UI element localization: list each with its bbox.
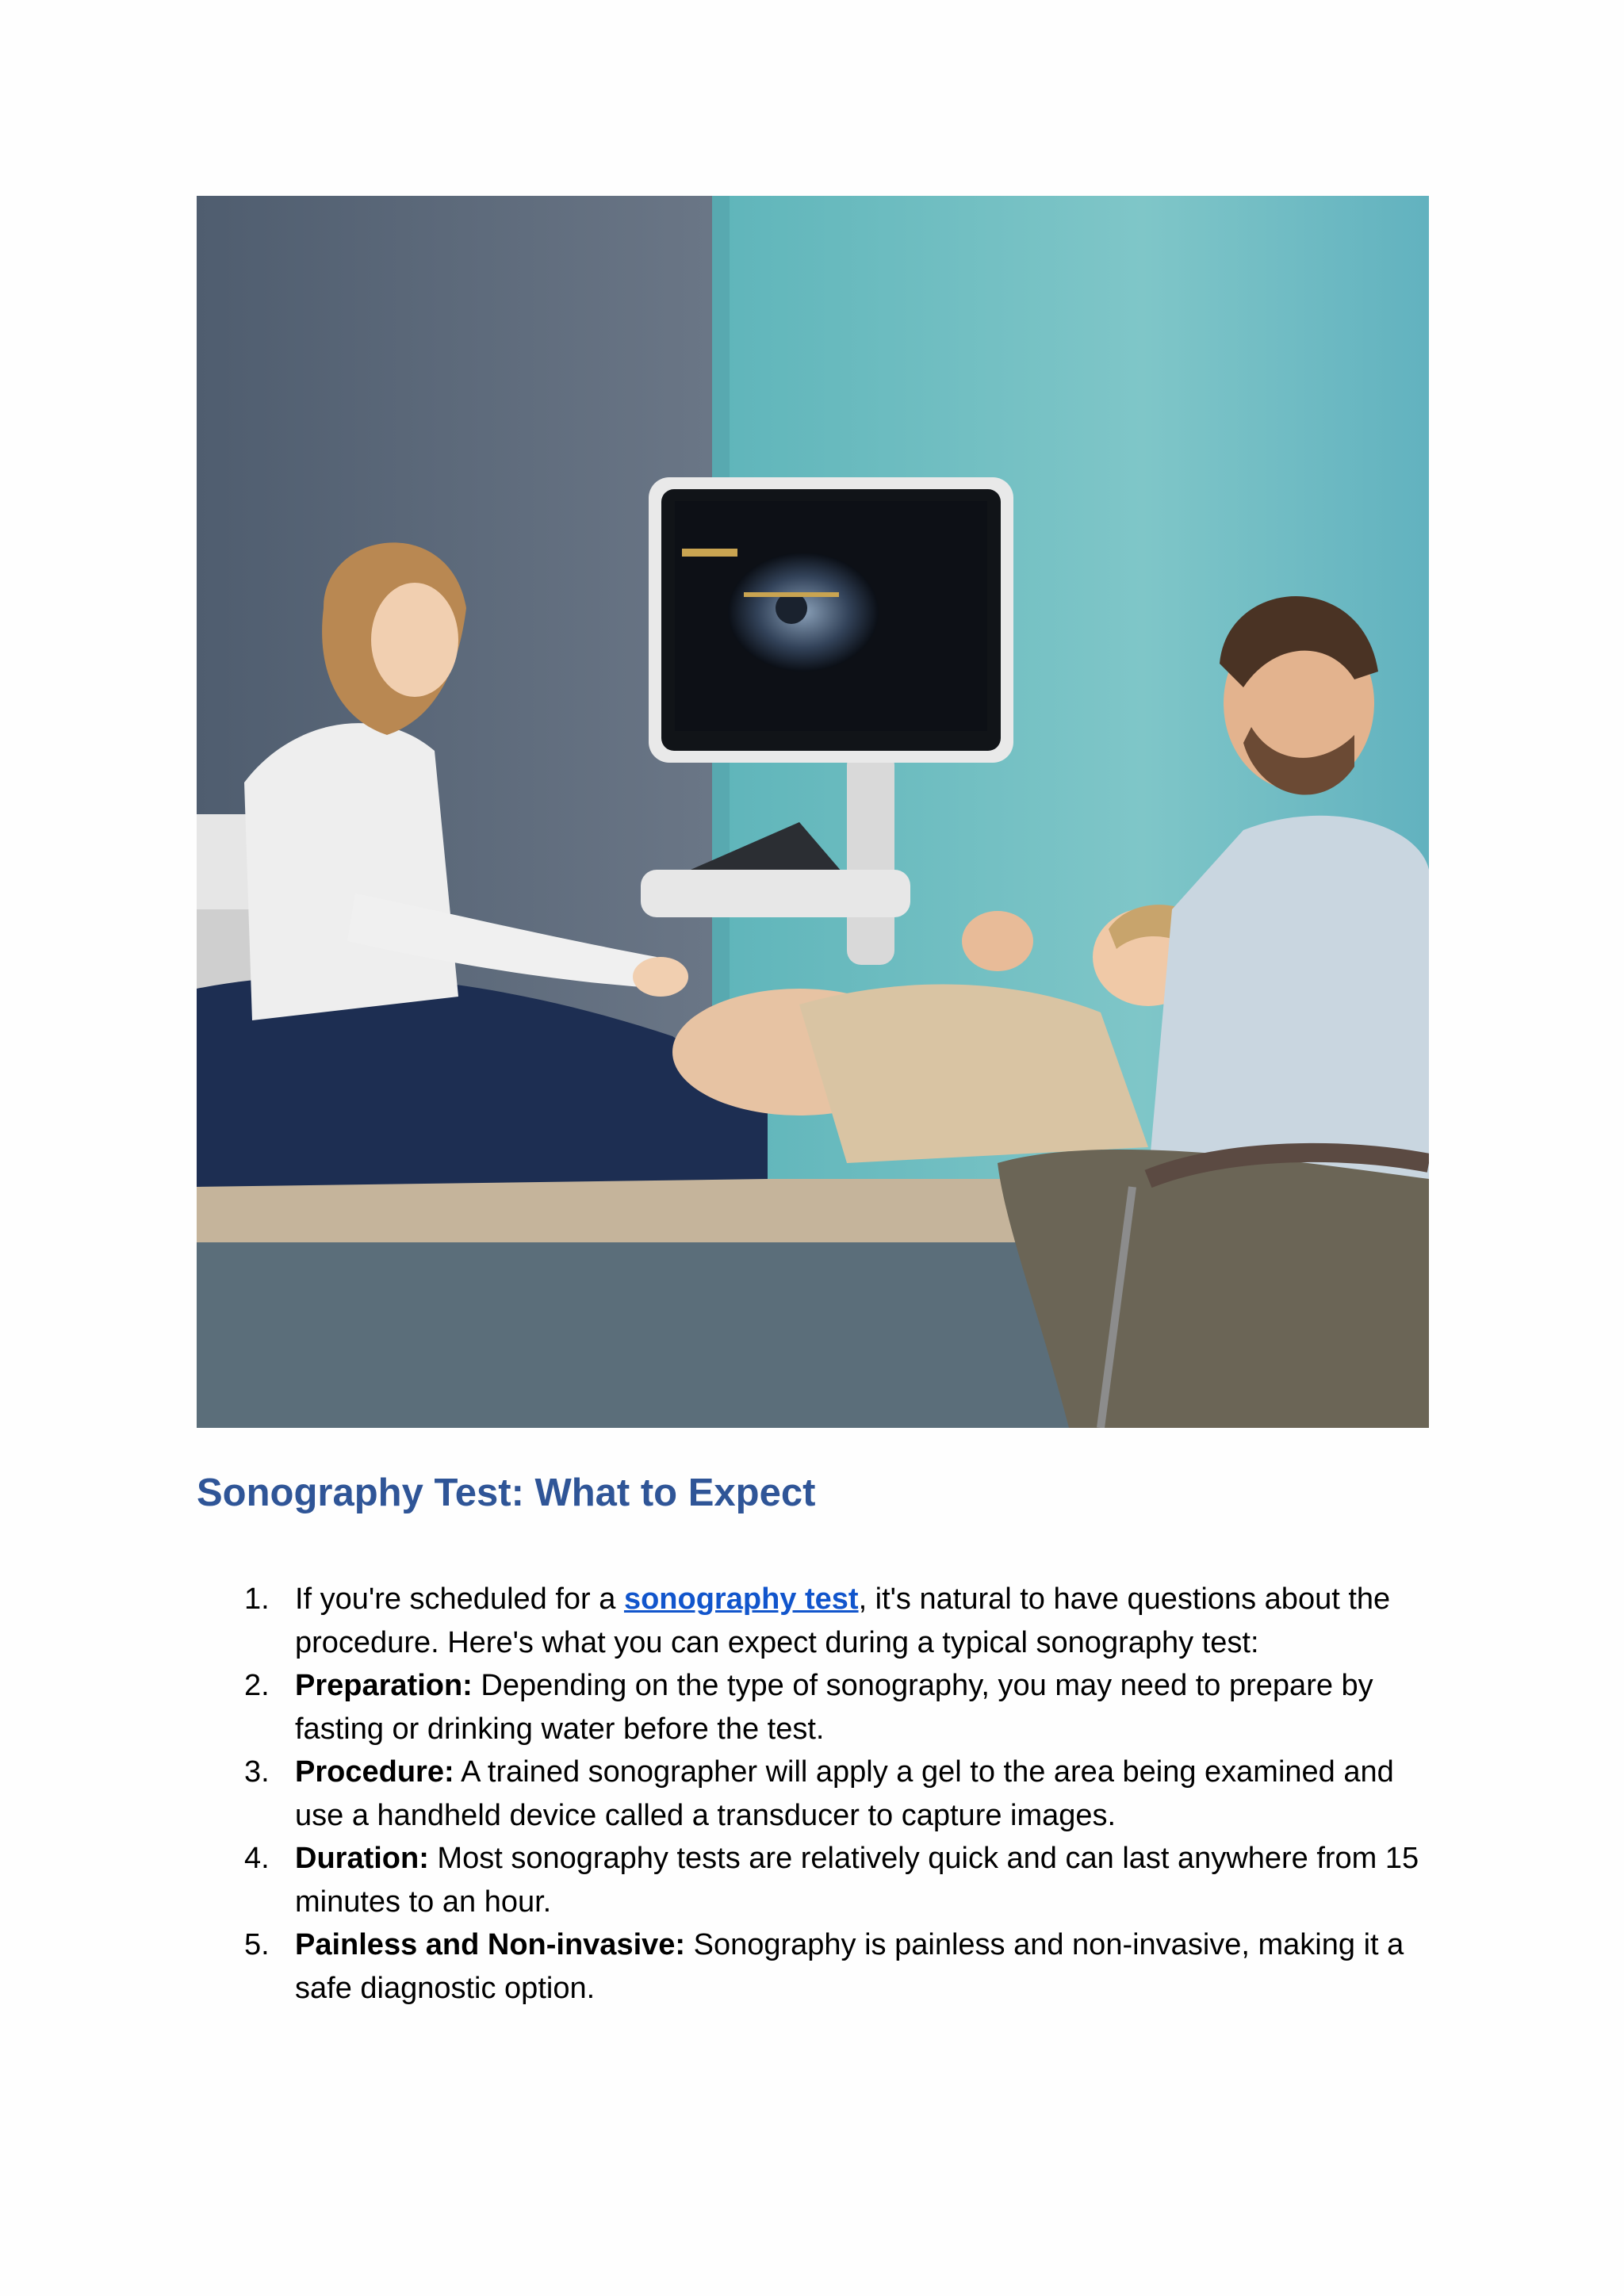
list-item bbox=[197, 1923, 1434, 2010]
ultrasound-exam-photo bbox=[197, 196, 1429, 1428]
sonography-test-link[interactable]: sonography test bbox=[623, 1582, 859, 1616]
list-text: Sonography is painless and non-invasive, making it a safe diagnostic option. bbox=[295, 1928, 1404, 2005]
list-item bbox=[197, 1837, 1434, 1923]
list-text: Depending on the type of sonography, you may need to prepare by fasting or drinking water before the test. bbox=[295, 1669, 1373, 1746]
list-item bbox=[197, 1751, 1434, 1837]
list-item bbox=[197, 1578, 1434, 1664]
list-text: Most sonography tests are relatively quick and can last anywhere from 15 minutes to an hour. bbox=[295, 1842, 1419, 1919]
list-text: If you're scheduled for a bbox=[295, 1582, 624, 1616]
list-term: Procedure: bbox=[295, 1755, 454, 1789]
list-term: Duration: bbox=[295, 1842, 429, 1875]
list-number: 1. bbox=[244, 1582, 270, 1616]
list-text: , it's natural to have questions about the procedure. Here's what you can expect during a typical sonography test: bbox=[295, 1582, 1391, 1659]
section-heading: Sonography Test: What to Expect bbox=[197, 1471, 816, 1514]
expectations-list bbox=[197, 1578, 1434, 2010]
list-term: Preparation: bbox=[295, 1669, 473, 1702]
list-number: 5. bbox=[244, 1928, 270, 1961]
list-item bbox=[197, 1664, 1434, 1751]
ultrasound-exam-illustration bbox=[197, 196, 1429, 1428]
list-number: 4. bbox=[244, 1842, 270, 1875]
list-number: 3. bbox=[244, 1755, 270, 1789]
list-text: A trained sonographer will apply a gel to the area being examined and use a handheld device called a transducer to capture images. bbox=[295, 1755, 1394, 1832]
list-term: Painless and Non-invasive: bbox=[295, 1928, 686, 1961]
list-number: 2. bbox=[244, 1669, 270, 1702]
